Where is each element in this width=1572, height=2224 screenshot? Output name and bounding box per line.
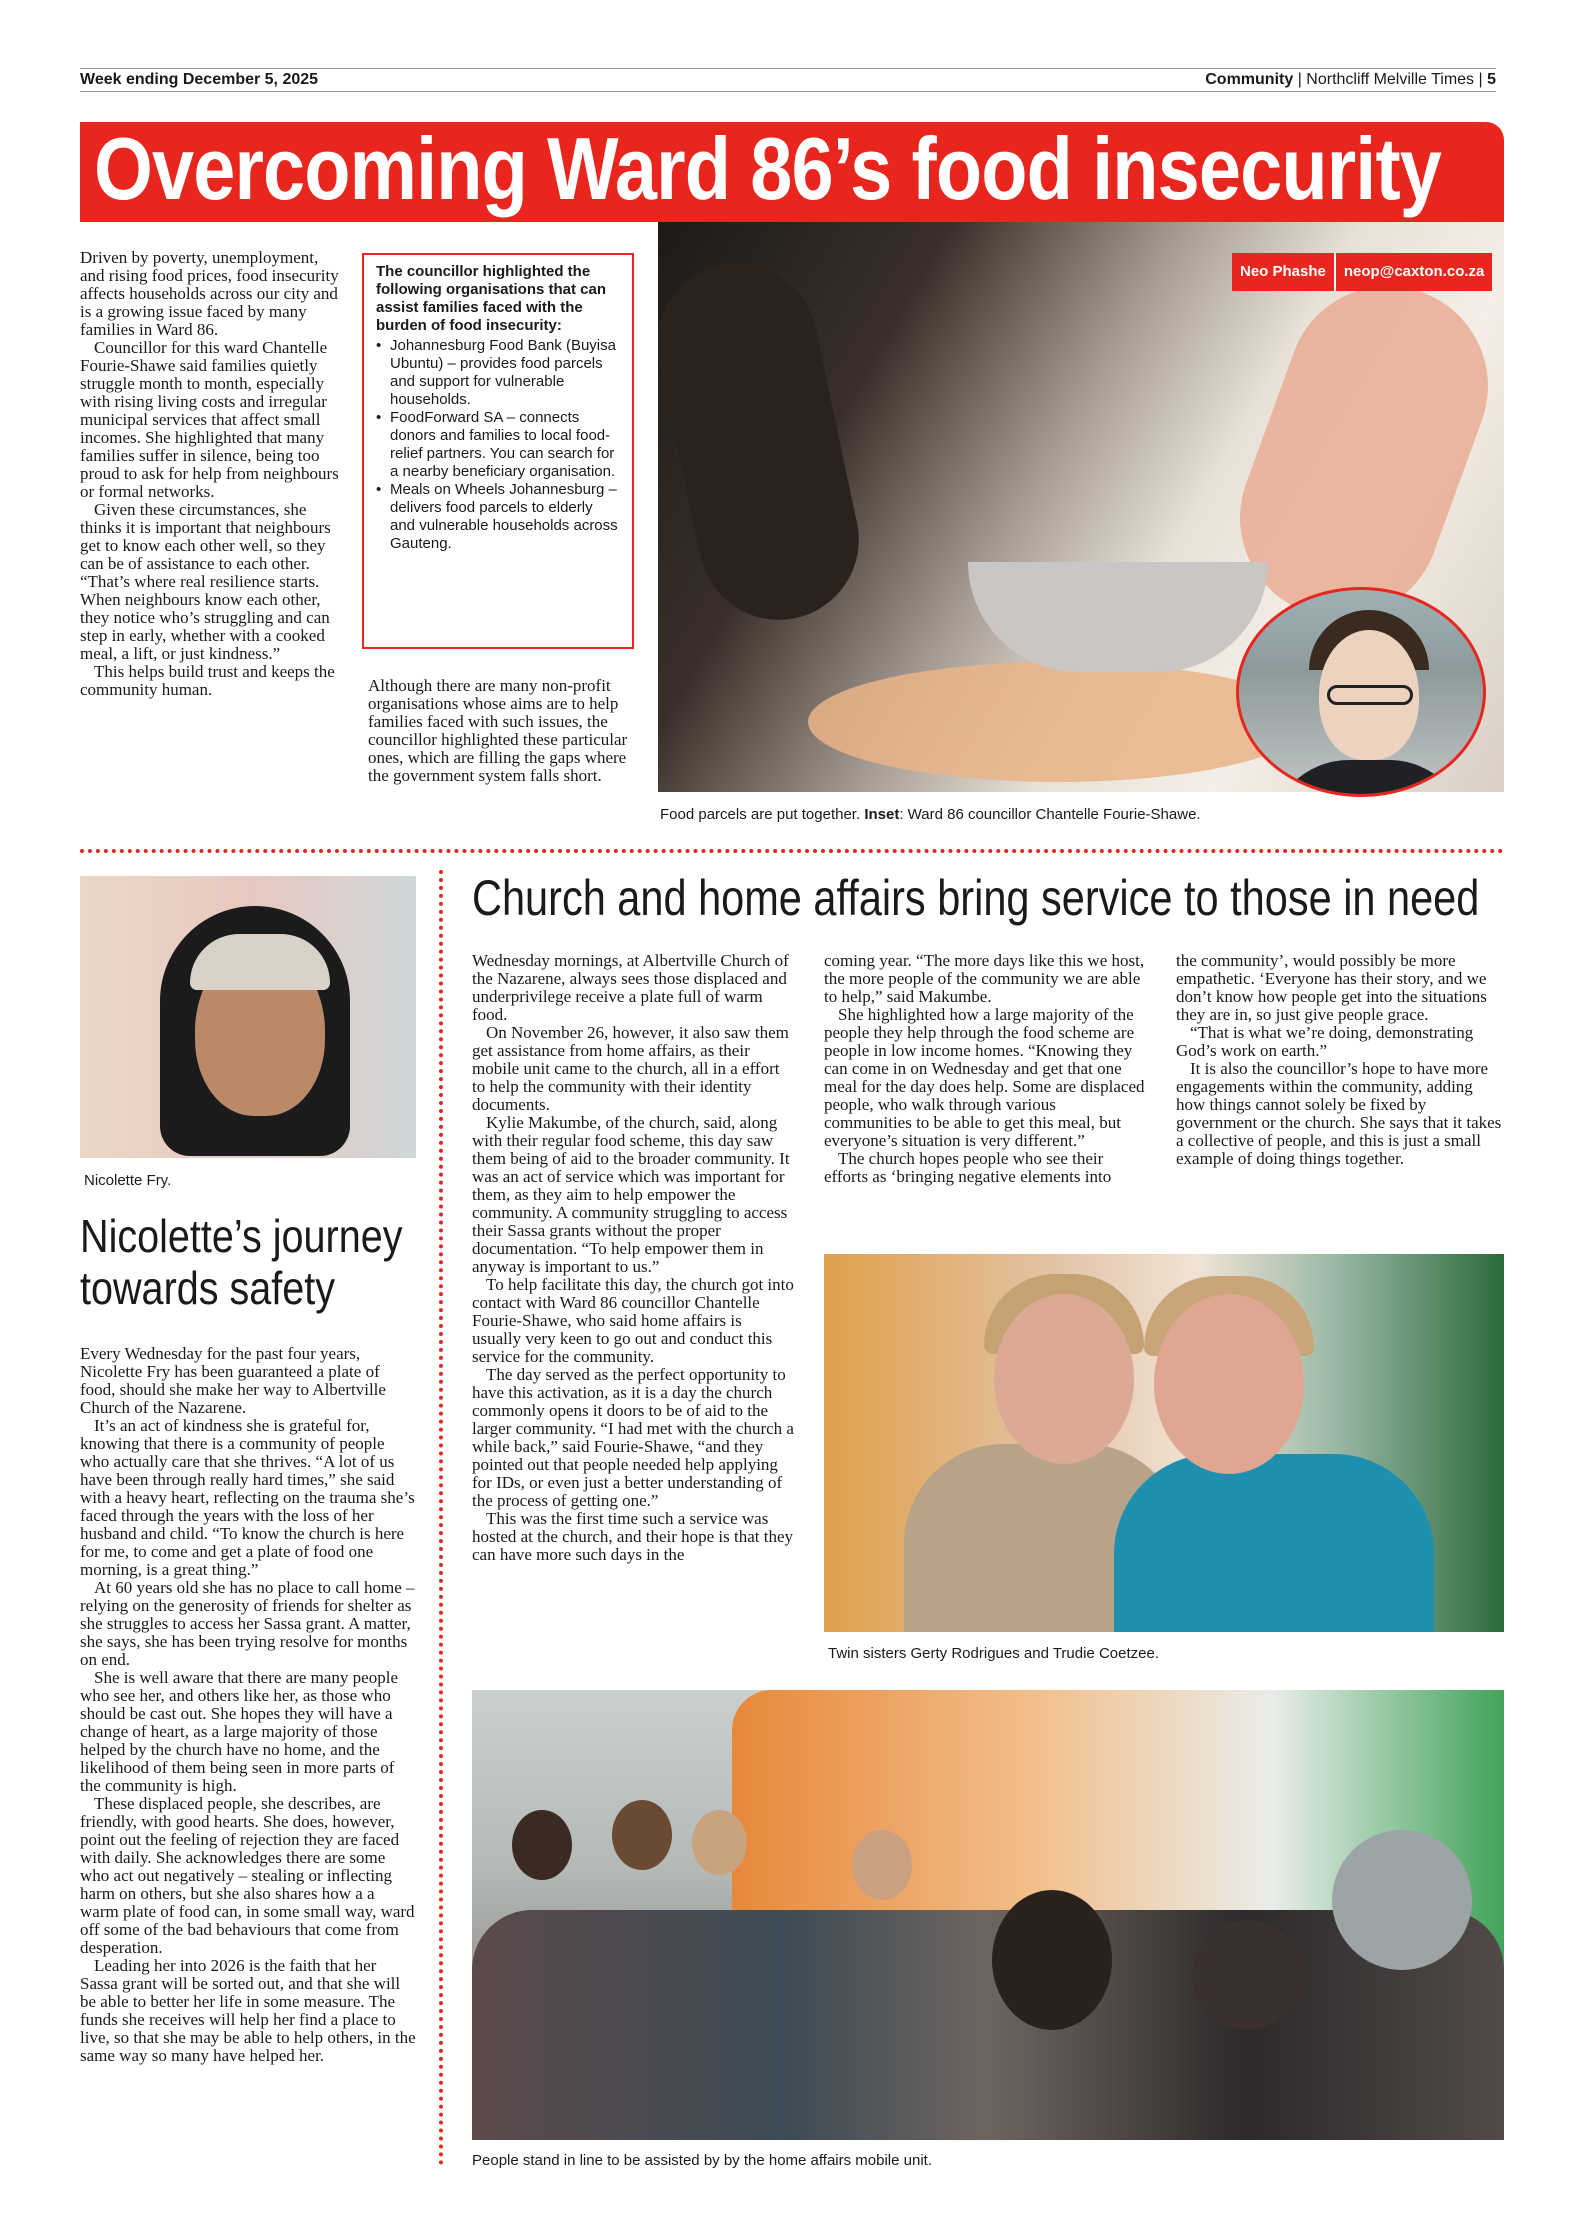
paragraph: Leading her into 2026 is the faith that her Sassa grant will be sorted out, and that she will be able to better her life in some measure. The funds she receives will help her find a place to live, so that she may be able to help others, in the same way so many have helped her. <box>80 1956 416 2065</box>
paragraph: At 60 years old she has no place to call home – relying on the generosity of friends for shelter as she struggles to access her Sassa grant. A matter, she says, she has been trying resolve for months on end. <box>80 1578 415 1669</box>
queue-caption: People stand in line to be assisted by by the home affairs mobile unit. <box>472 2152 932 2169</box>
queue-photo <box>472 1690 1504 2140</box>
paragraph: the community’, would possibly be more empathetic. ‘Everyone has their story, and we don’t know how people get into the situations they are in, so just give people grace. <box>1176 951 1487 1024</box>
headline-banner <box>80 122 1504 222</box>
caption-inset-label: Inset <box>864 806 900 823</box>
sisters-caption: Twin sisters Gerty Rodrigues and Trudie Coetzee. <box>828 1645 1159 1662</box>
nicolette-photo <box>80 876 416 1158</box>
paragraph: Kylie Makumbe, of the church, said, along with their regular food scheme, this day saw them being of aid to the broader community. It was an act of service which was important for them, as they aim to help empower the community. A community struggling to access their Sassa grants without the proper documentation. “To help empower them in anyway is important to us.” <box>472 1113 790 1276</box>
church-headline: Church and home affairs bring service to those in need <box>472 870 1480 926</box>
paragraph: Although there are many non-profit organisations whose aims are to help families faced with such issues, the councillor highlighted these particular ones, which are filling the gaps where the government system falls short. <box>368 676 628 785</box>
paragraph: It is also the councillor’s hope to have more engagements within the community, adding how things cannot solely be fixed by government or the church. She says that it takes a collective of people, and this is just a small example of doing things together. <box>1176 1059 1502 1168</box>
lead-column-2 <box>368 677 640 785</box>
section-divider <box>80 849 1504 853</box>
paragraph: Councillor for this ward Chantelle Fourie-Shawe said families quietly struggle month to month, especially with rising living costs and irregular municipal services that affect small incomes. She highlighted that many families suffer in silence, being too proud to ask for help from neighbours or formal networks. <box>80 338 339 501</box>
column-divider <box>439 870 443 2166</box>
nicolette-headline <box>80 1210 403 1314</box>
paragraph: She is well aware that there are many people who see her, and others like her, as those who should be cast out. She hopes they will have a change of heart, as a large majority of those helped by the church have no home, and the likelihood of them being seen in more parts of the community is high. <box>80 1668 398 1795</box>
paragraph: “That is what we’re doing, demonstrating God’s work on earth.” <box>1176 1023 1474 1060</box>
organisations-box <box>362 253 634 649</box>
list-item: • Johannesburg Food Bank (Buyisa Ubuntu) – provides food parcels and support for vulnerable households. <box>376 337 620 409</box>
list-item: • FoodForward SA – connects donors and families to local food-relief partners. You can search for a nearby beneficiary organisation. <box>376 409 620 481</box>
author-email: neop@caxton.co.za <box>1336 253 1493 291</box>
nicolette-body <box>80 1345 416 2065</box>
paragraph: These displaced people, she describes, are friendly, with good hearts. She does, however, point out the feeling of rejection they are faced with daily. She acknowledges there are some who act out negatively – stealing or inflecting harm on others, but she also shares how a a warm plate of food can, in some small way, ward off some of the bad behaviours that come from desperation. <box>80 1794 415 1957</box>
nicolette-caption: Nicolette Fry. <box>84 1172 172 1189</box>
church-column-1 <box>472 952 794 1564</box>
church-column-2 <box>824 952 1146 1186</box>
lead-column-1 <box>80 249 342 699</box>
page-header <box>80 68 1496 92</box>
headline-line: towards safety <box>80 1262 336 1314</box>
section-name: Community <box>1205 71 1294 88</box>
page-number: 5 <box>1487 71 1496 88</box>
caption-text: Food parcels are put together. <box>660 806 861 823</box>
paragraph: On November 26, however, it also saw them get assistance from home affairs, as their mobile unit came to the church, all in a effort to help the community with their identity documents. <box>472 1023 789 1114</box>
caption-inset-text: : Ward 86 councillor Chantelle Fourie-Shawe. <box>899 806 1201 823</box>
publication-name: Northcliff Melville Times <box>1306 71 1475 88</box>
paragraph: This helps build trust and keeps the community human. <box>80 662 335 699</box>
food-photo-caption <box>660 806 1201 823</box>
paragraph: Driven by poverty, unemployment, and rising food prices, food insecurity affects households across our city and is a growing issue faced by many families in Ward 86. <box>80 248 339 339</box>
paragraph: To help facilitate this day, the church got into contact with Ward 86 councillor Chantelle Fourie-Shawe, who said home affairs is usually very keen to go out and conduct this service for the community. <box>472 1275 794 1366</box>
church-column-3 <box>1176 952 1504 1168</box>
organisations-list <box>376 337 620 553</box>
councillor-inset-photo <box>1236 587 1486 797</box>
headline-line: Nicolette’s journey <box>80 1210 403 1262</box>
paragraph: Given these circumstances, she thinks it is important that neighbours get to know each other well, so they can be of assistance to each other. “That’s where real resilience starts. When neighbours know each other, they notice who’s struggling and can step in early, whether with a cooked meal, a lift, or just kindness.” <box>80 500 331 663</box>
list-item: • Meals on Wheels Johannesburg – delivers food parcels to elderly and vulnerable households across Gauteng. <box>376 481 620 553</box>
paragraph: The day served as the perfect opportunity to have this activation, as it is a day the church commonly opens it doors to be of aid to the larger community. “I had met with the church a while back,” said Fourie-Shawe, “and they pointed out that people needed help applying for IDs, or even just a better understanding of the process of getting one.” <box>472 1365 794 1510</box>
box-title: The councillor highlighted the following organisations that can assist families faced with the burden of food insecurity: <box>376 263 607 334</box>
lead-headline: Overcoming Ward 86’s food insecurity <box>94 122 1442 218</box>
issue-date: Week ending December 5, 2025 <box>80 71 319 88</box>
paragraph: The church hopes people who see their efforts as ‘bringing negative elements into <box>824 1149 1112 1186</box>
twin-sisters-photo <box>824 1254 1504 1632</box>
paragraph: Wednesday mornings, at Albertville Church of the Nazarene, always sees those displaced and underprivilege receive a plate full of warm food. <box>472 951 789 1024</box>
paragraph: She highlighted how a large majority of the people they help through the food scheme are people in low income homes. “Knowing they can come in on Wednesday and get that one meal for the day does help. Some are displaced people, who walk through various communities to be able to get this meal, but everyone’s situation is very different.” <box>824 1005 1145 1150</box>
section-label: Community | Northcliff Melville Times | 5 <box>1205 71 1496 88</box>
author-name: Neo Phashe <box>1232 253 1334 291</box>
paragraph: Every Wednesday for the past four years, Nicolette Fry has been guaranteed a plate of food, should she make her way to Albertville Church of the Nazarene. <box>80 1344 386 1417</box>
paragraph: coming year. “The more days like this we host, the more people of the community we are able to help,” said Makumbe. <box>824 951 1145 1006</box>
paragraph: This was the first time such a service was hosted at the church, and their hope is that they can have more such days in the <box>472 1509 794 1564</box>
byline <box>1232 253 1492 291</box>
paragraph: It’s an act of kindness she is grateful for, knowing that there is a community of people who actually care that she thrives. “A lot of us have been through really hard times,” she said with a heavy heart, reflecting on the trauma she’s faced through the years with the loss of her husband and child. “To know the church is here for me, to come and get a plate of food one morning, is a great thing.” <box>80 1416 415 1579</box>
